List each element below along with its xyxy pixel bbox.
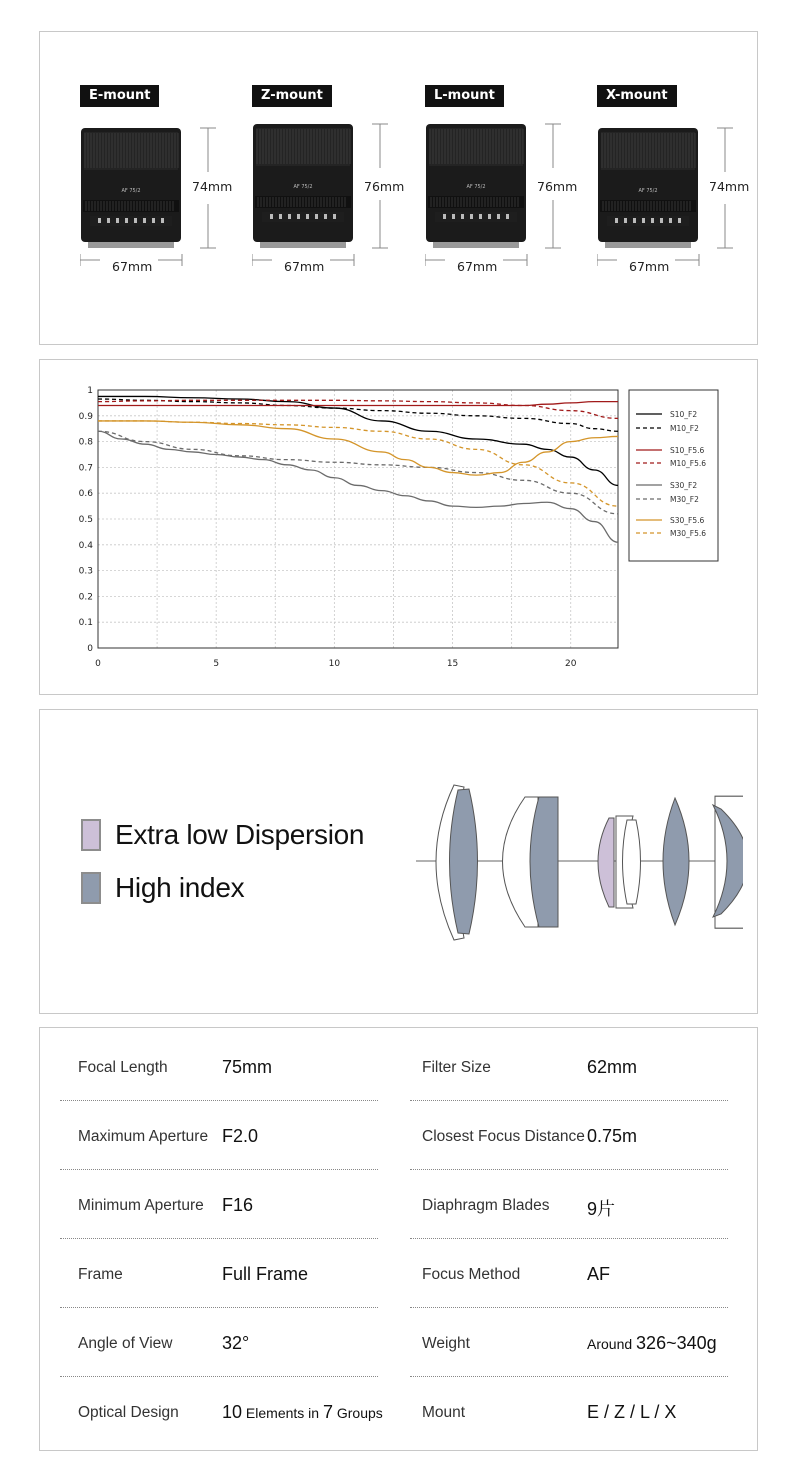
lens-height-label: 76mm — [537, 179, 578, 194]
y-tick-label: 0.6 — [78, 489, 93, 500]
lens-image — [597, 122, 769, 282]
lens-width-label: 67mm — [112, 259, 153, 274]
spec-label: Weight — [422, 1335, 470, 1352]
spec-value: E / Z / L / X — [587, 1402, 677, 1422]
spec-label: Closest Focus Distance — [422, 1128, 585, 1145]
y-tick-label: 0.5 — [78, 515, 93, 525]
lens-width-label: 67mm — [629, 259, 670, 274]
lens-element-5 — [598, 818, 614, 907]
legend-extra-low-dispersion — [81, 817, 364, 853]
mount-label: E-mount — [80, 85, 159, 107]
svg-text:AF 75/2: AF 75/2 — [638, 188, 658, 194]
lens-element-2 — [450, 789, 478, 934]
extra-low-dispersion-label: Extra low Dispersion — [115, 819, 365, 850]
spec-value: 32° — [222, 1333, 250, 1353]
spec-value-number: 326~340g — [636, 1333, 717, 1353]
spec-value-unit: Groups — [332, 1405, 383, 1421]
spec-value-unit: Around — [587, 1336, 637, 1352]
x-tick-label: 0 — [95, 659, 101, 669]
spec-label: Diaphragm Blades — [422, 1197, 550, 1214]
lens-element-4 — [530, 797, 558, 927]
mount-label: Z-mount — [252, 85, 332, 107]
spec-value-number: 10 — [222, 1402, 243, 1422]
spec-label: Optical Design — [78, 1404, 179, 1421]
lens-height-label: 76mm — [364, 179, 405, 194]
legend-label: M10_F2 — [670, 424, 699, 433]
spec-label: Focal Length — [78, 1059, 168, 1076]
spec-divider — [410, 1307, 728, 1308]
extra-low-dispersion-swatch — [81, 819, 101, 851]
spec-value: Full Frame — [222, 1264, 309, 1284]
spec-value — [587, 1333, 717, 1354]
y-tick-label: 0.2 — [78, 592, 93, 603]
legend-label: S10_F2 — [670, 410, 698, 419]
spec-label: Focus Method — [422, 1266, 521, 1283]
spec-value: F16 — [222, 1195, 254, 1215]
lens-height-label: 74mm — [709, 179, 750, 194]
series-line-m30-f2 — [98, 431, 618, 514]
mount-block-0 — [80, 32, 252, 332]
x-tick-label: 5 — [213, 659, 220, 669]
spec-divider — [410, 1169, 728, 1170]
y-tick-label: 0.9 — [78, 411, 93, 422]
legend-label: S30_F5.6 — [670, 516, 705, 525]
lens-height-label: 74mm — [192, 179, 233, 194]
lens-width-label: 67mm — [284, 259, 325, 274]
y-tick-label: 0.7 — [78, 463, 93, 474]
legend-label: M30_F2 — [670, 495, 699, 504]
spec-value: AF — [587, 1264, 611, 1284]
series-line-s10-f5-6 — [98, 402, 618, 406]
spec-value: 0.75m — [587, 1126, 638, 1146]
mount-block-1 — [252, 32, 424, 332]
legend-label: M30_F5.6 — [670, 529, 707, 538]
high-index-label: High index — [115, 872, 245, 903]
x-tick-label: 15 — [446, 659, 459, 669]
high-index-swatch — [81, 872, 101, 904]
lens-element-7 — [623, 820, 641, 904]
spec-label: Maximum Aperture — [78, 1128, 209, 1145]
lens-image — [252, 122, 424, 282]
lens-element-diagram — [413, 780, 743, 950]
mount-block-2 — [425, 32, 597, 332]
spec-label: Angle of View — [78, 1335, 173, 1352]
spec-label: Filter Size — [422, 1059, 491, 1076]
spec-value: 9片 — [587, 1199, 616, 1219]
mtf-chart-panel — [39, 359, 758, 695]
spec-divider — [60, 1169, 378, 1170]
y-tick-label: 0.1 — [78, 618, 93, 629]
legend-label: M10_F5.6 — [670, 459, 707, 468]
spec-value-unit: Elements in — [242, 1405, 323, 1421]
specifications-panel — [39, 1027, 758, 1451]
spec-divider — [410, 1238, 728, 1239]
legend-high-index — [81, 870, 244, 906]
mount-label: L-mount — [425, 85, 504, 107]
legend-label: S10_F5.6 — [670, 446, 705, 455]
spec-divider — [410, 1100, 728, 1101]
svg-text:AF 75/2: AF 75/2 — [466, 184, 486, 190]
spec-value-number: 7 — [322, 1402, 333, 1422]
x-tick-label: 20 — [565, 659, 577, 669]
lens-element-8 — [663, 798, 689, 925]
spec-divider — [410, 1376, 728, 1377]
mount-dimensions-panel — [39, 31, 758, 345]
mount-label: X-mount — [597, 85, 677, 107]
spec-divider — [60, 1376, 378, 1377]
spec-divider — [60, 1238, 378, 1239]
spec-value — [222, 1402, 383, 1423]
mount-block-3 — [597, 32, 769, 332]
lens-image — [80, 122, 252, 282]
y-tick-label: 0 — [87, 644, 93, 654]
x-tick-label: 10 — [328, 659, 341, 669]
spec-value: 75mm — [222, 1057, 273, 1077]
spec-label: Mount — [422, 1404, 466, 1421]
y-tick-label: 0.8 — [78, 437, 93, 448]
y-tick-label: 0.4 — [78, 540, 93, 551]
svg-text:AF 75/2: AF 75/2 — [293, 184, 313, 190]
spec-divider — [60, 1100, 378, 1101]
y-tick-label: 0.3 — [78, 566, 93, 577]
spec-value: F2.0 — [222, 1126, 259, 1146]
lens-width-label: 67mm — [457, 259, 498, 274]
spec-divider — [60, 1307, 378, 1308]
optical-design-panel — [39, 709, 758, 1014]
spec-label: Minimum Aperture — [78, 1197, 204, 1214]
spec-label: Frame — [78, 1266, 123, 1283]
lens-image — [425, 122, 597, 282]
mtf-chart — [40, 360, 757, 694]
spec-value: 62mm — [587, 1057, 638, 1077]
y-tick-label: 1 — [87, 386, 93, 396]
legend-label: S30_F2 — [670, 481, 698, 490]
svg-text:AF 75/2: AF 75/2 — [121, 188, 141, 194]
